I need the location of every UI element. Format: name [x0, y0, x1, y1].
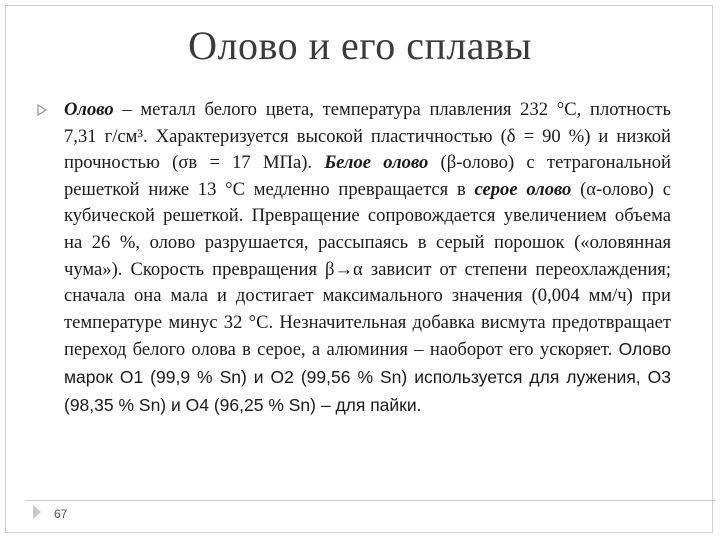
text-segment-grades: Олово марок О1 (99,9 % Sn) и О2 (99,56 % Sn) используется для лужения, О3 (98,35 % Sn) и О4 (96,25 % Sn) – для пайки. — [64, 339, 671, 415]
term-grey-tin: серое олово — [474, 178, 572, 200]
text-segment-3: (α-олово) с кубической решеткой. Превращение сопровождается увеличением объема на 26 %, олово разрушается, рассыпаясь в серый порошок («оловянная чума»). Скорость превращения β→α зависит от степени переохлаждения; сначала она мала и достигает максимального значения (0,004 мм/ч) при температуре минус 32 °С. Незначительная добавка висмута предотвращает переход белого олова в серое, а алюминия – наоборот его ускоряет. — [64, 178, 671, 361]
triangle-bullet-icon — [37, 104, 47, 116]
slide-paragraph — [64, 97, 671, 419]
text-segment-1: – металл белого цвета, температура плавления 232 °С, плотность 7,31 г/см³. Характеризуется высокой пластичностью (δ = 90 %) и низкой прочностью (σв = 17 МПа). — [64, 99, 671, 174]
triangle-page-marker-icon — [33, 505, 41, 519]
term-white-tin: Белое олово — [324, 152, 429, 174]
term-tin: Олово — [64, 99, 114, 120]
slide-title: Олово и его сплавы — [188, 23, 532, 68]
text-segment-2: (β-олово) с тетрагональной решеткой ниже 13 °С медленно превращается в — [64, 152, 672, 200]
page-number: 67 — [54, 507, 68, 521]
footer-divider — [25, 500, 715, 501]
